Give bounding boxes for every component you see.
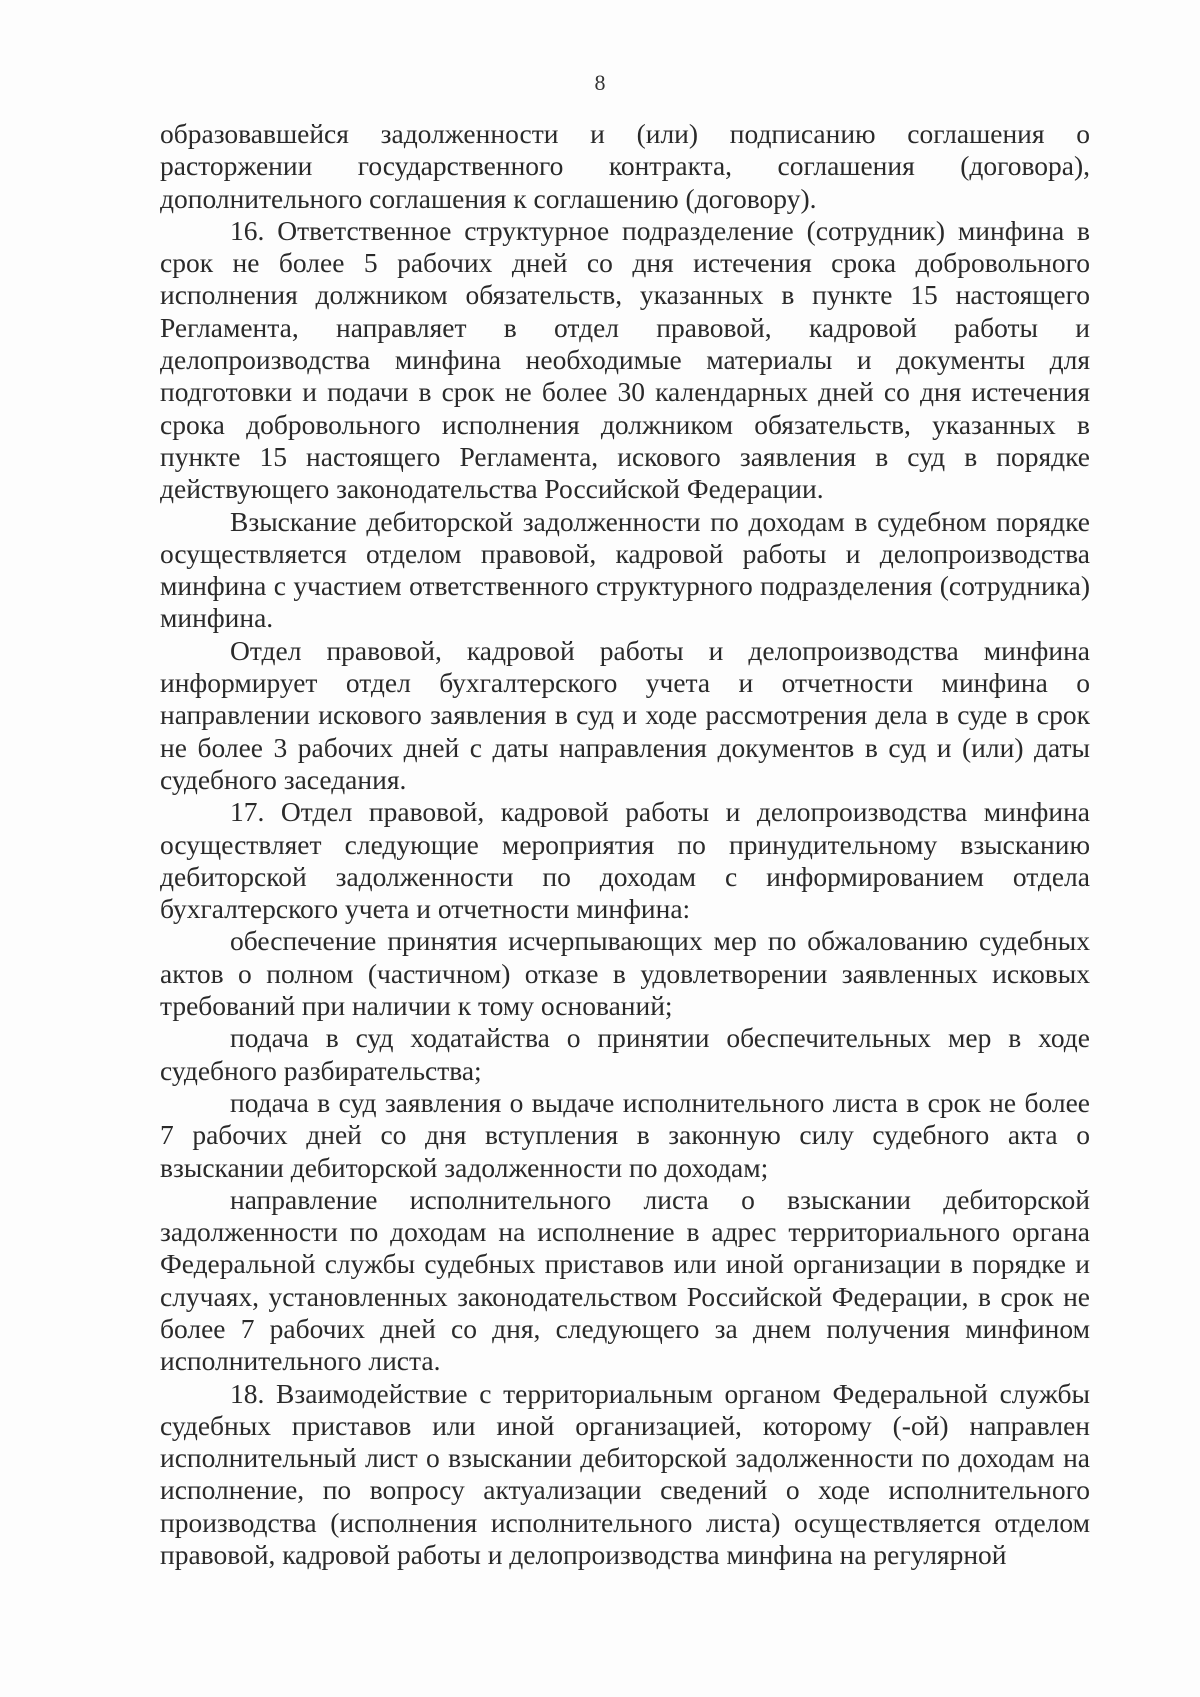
paragraph-list-interim-measures: подача в суд ходатайства о принятии обеспечительных мер в ходе судебного разбирательства; bbox=[160, 1022, 1090, 1086]
paragraph-item-18: 18. Взаимодействие с территориальным органом Федеральной службы судебных приставов или иной организацией, которому (-ой) направлен исполнительный лист о взыскании дебиторской задолженности по доходам на исполнение, по вопросу актуализации сведений о ходе исполнительного производства (исполнения исполнительного листа) осуществляется отделом правовой, кадровой работы и делопроизводства минфина на регулярной bbox=[160, 1377, 1090, 1571]
paragraph-list-appeal: обеспечение принятия исчерпывающих мер по обжалованию судебных актов о полном (частичном) отказе в удовлетворении заявленных исковых требований при наличии к тому оснований; bbox=[160, 925, 1090, 1022]
paragraph-list-writ-application: подача в суд заявления о выдаче исполнительного листа в срок не более 7 рабочих дней со дня вступления в законную силу судебного акта о взыскании дебиторской задолженности по доходам; bbox=[160, 1086, 1090, 1183]
paragraph-item-17: 17. Отдел правовой, кадровой работы и делопроизводства минфина осуществляет следующие мероприятия по принудительному взысканию дебиторской задолженности по доходам с информированием отдела бухгалтерского учета и отчетности минфина: bbox=[160, 796, 1090, 925]
paragraph-item-16: 16. Ответственное структурное подразделение (сотрудник) минфина в срок не более 5 рабочих дней со дня истечения срока добровольного исполнения должником обязательств, указанных в пункте 15 настоящего Регламента, направляет в отдел правовой, кадровой работы и делопроизводства минфина необходимые материалы и документы для подготовки и подачи в срок не более 30 календарных дней со дня истечения срока добровольного исполнения должником обязательств, указанных в пункте 15 настоящего Регламента, искового заявления в суд в порядке действующего законодательства Российской Федерации. bbox=[160, 214, 1090, 505]
paragraph-informing-accounting: Отдел правовой, кадровой работы и делопроизводства минфина информирует отдел бухгалтерского учета и отчетности минфина о направлении искового заявления в суд и ходе рассмотрения дела в суде в срок не более 3 рабочих дней с даты направления документов в суд и (или) даты судебного заседания. bbox=[160, 634, 1090, 795]
page-number: 8 bbox=[594, 70, 606, 95]
paragraph-list-writ-execution: направление исполнительного листа о взыскании дебиторской задолженности по доходам на исполнение в адрес территориального органа Федеральной службы судебных приставов или иной организации в порядке и случаях, установленных законодательством Российской Федерации, в срок не более 7 рабочих дней со дня, следующего за днем получения минфином исполнительного листа. bbox=[160, 1183, 1090, 1377]
document-body bbox=[160, 118, 1090, 1571]
paragraph-judicial-recovery: Взыскание дебиторской задолженности по доходам в судебном порядке осуществляется отделом правовой, кадровой работы и делопроизводства минфина с участием ответственного структурного подразделения (сотрудника) минфина. bbox=[160, 505, 1090, 634]
paragraph-continuation: образовавшейся задолженности и (или) подписанию соглашения о расторжении государственного контракта, соглашения (договора), дополнительного соглашения к соглашению (договору). bbox=[160, 118, 1090, 214]
